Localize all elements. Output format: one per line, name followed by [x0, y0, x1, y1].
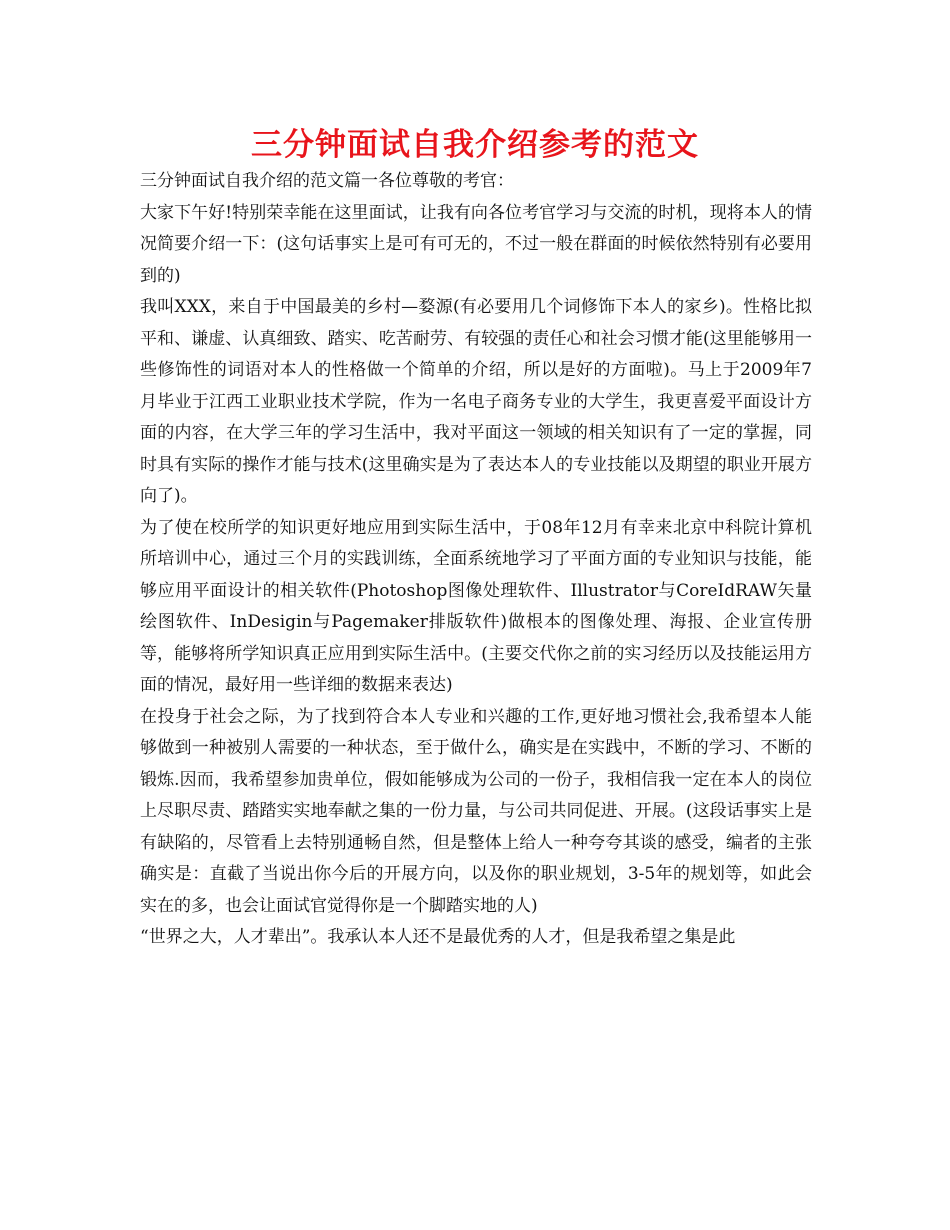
paragraph-opening: 大家下午好!特别荣幸能在这里面试，让我有向各位考官学习与交流的时机，现将本人的情况简要介绍一下：(这句话事实上是可有可无的，不过一般在群面的时候依然特别有必要用到的) — [140, 202, 812, 286]
document-body — [140, 166, 812, 954]
paragraph-greeting: 三分钟面试自我介绍的范文篇一各位尊敬的考官： — [140, 171, 514, 191]
paragraph-personal-info: 我叫XXX，来自于中国最美的乡村—婺源(有必要用几个词修饰下本人的家乡)。性格比拟平和、谦虚、认真细致、踏实、吃苦耐劳、有较强的责任心和社会习惯才能(这里能够用一些修饰性的词语对本人的性格做一个简单的介绍，所以是好的方面啦)。马上于2009年7月毕业于江西工业职业技术学院，作为一名电子商务专业的大学生，我更喜爱平面设计方面的内容，在大学三年的学习生活中，我对平面这一领域的相关知识有了一定的掌握，同时具有实际的操作才能与技术(这里确实是为了表达本人的专业技能以及期望的职业开展方向了)。 — [140, 297, 812, 506]
paragraph-training: 为了使在校所学的知识更好地应用到实际生活中，于08年12月有幸来北京中科院计算机所培训中心，通过三个月的实践训练，全面系统地学习了平面方面的专业知识与技能，能够应用平面设计的相关软件(Photoshop图像处理软件、Illustrator与CoreIdRAW矢量绘图软件、InDesigin与Pagemaker排版软件)做根本的图像处理、海报、企业宣传册等，能够将所学知识真正应用到实际生活中。(主要交代你之前的实习经历以及技能运用方面的情况，最好用一些详细的数据来表达) — [140, 517, 812, 695]
paragraph-career-goal: 在投身于社会之际，为了找到符合本人专业和兴趣的工作,更好地习惯社会,我希望本人能够做到一种被别人需要的一种状态，至于做什么，确实是在实践中，不断的学习、不断的锻炼.因而，我希望参加贵单位，假如能够成为公司的一份子，我相信我一定在本人的岗位上尽职尽责、踏踏实实地奉献之集的一份力量，与公司共同促进、开展。(这段话事实上是有缺陷的，尽管看上去特别通畅自然，但是整体上给人一种夸夸其谈的感受，编者的主张确实是：直截了当说出你今后的开展方向，以及你的职业规划，3-5年的规划等，如此会实在的多，也会让面试官觉得你是一个脚踏实地的人) — [140, 706, 812, 916]
paragraph-closing: “世界之大，人才辈出”。我承认本人还不是最优秀的人才，但是我希望之集是此 — [140, 927, 736, 947]
document-title: 三分钟面试自我介绍参考的范文 — [251, 127, 699, 163]
